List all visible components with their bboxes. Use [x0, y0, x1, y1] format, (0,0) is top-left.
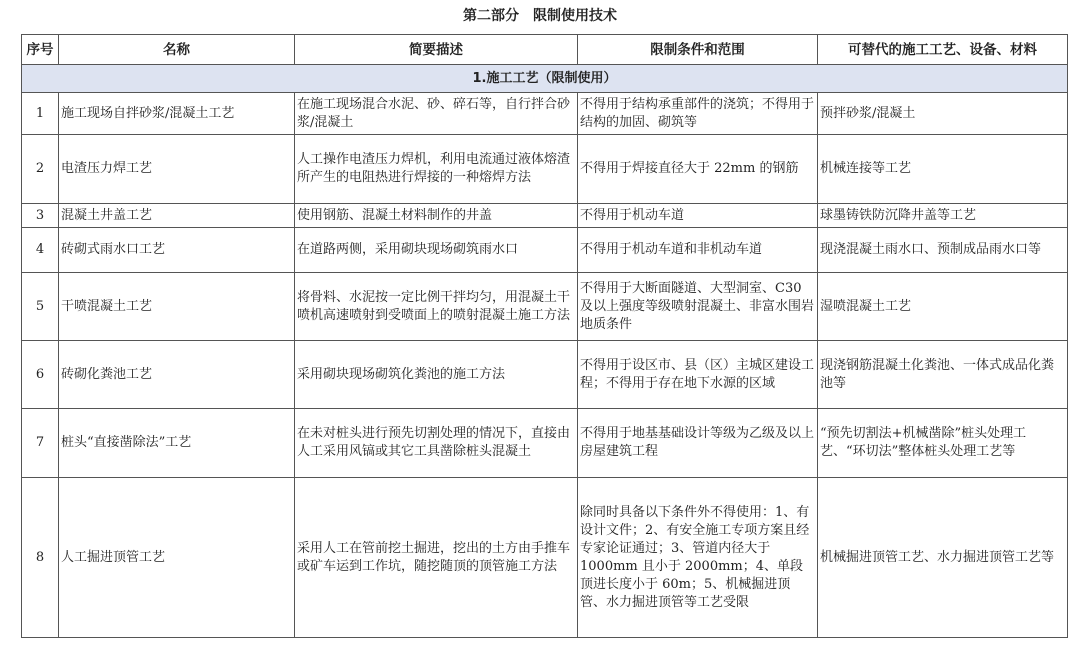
table-row [22, 341, 1068, 409]
table-row [22, 478, 1068, 638]
section-title: 1.施工工艺（限制使用） [22, 65, 1068, 93]
row-name: 施工现场自拌砂浆/混凝土工艺 [59, 93, 295, 135]
row-name: 人工掘进顶管工艺 [59, 478, 295, 638]
table-row [22, 135, 1068, 204]
table-row [22, 204, 1068, 228]
row-limit: 不得用于结构承重部件的浇筑；不得用于结构的加固、砌筑等 [578, 93, 818, 135]
row-desc: 人工操作电渣压力焊机，利用电流通过液体熔渣所产生的电阻热进行焊接的一种熔焊方法 [295, 135, 578, 204]
header-alt: 可替代的施工工艺、设备、材料 [818, 35, 1068, 65]
row-alt: 现浇混凝土雨水口、预制成品雨水口等 [818, 228, 1068, 273]
row-alt: 球墨铸铁防沉降井盖等工艺 [818, 204, 1068, 228]
row-no: 5 [22, 273, 59, 341]
header-limit: 限制条件和范围 [578, 35, 818, 65]
row-no: 3 [22, 204, 59, 228]
page-title: 第二部分 限制使用技术 [463, 8, 617, 24]
row-limit: 不得用于地基基础设计等级为乙级及以上房屋建筑工程 [578, 409, 818, 478]
row-alt: 现浇钢筋混凝土化粪池、一体式成品化粪池等 [818, 341, 1068, 409]
row-name: 干喷混凝土工艺 [59, 273, 295, 341]
table-row [22, 93, 1068, 135]
row-limit: 不得用于设区市、县（区）主城区建设工程；不得用于存在地下水源的区域 [578, 341, 818, 409]
row-alt: 机械掘进顶管工艺、水力掘进顶管工艺等 [818, 478, 1068, 638]
row-name: 混凝土井盖工艺 [59, 204, 295, 228]
row-no: 7 [22, 409, 59, 478]
header-name: 名称 [59, 35, 295, 65]
row-limit: 除同时具备以下条件外不得使用：1、有设计文件；2、有安全施工专项方案且经专家论证通过；3、管道内径大于 1000mm 且小于 2000mm；4、单段顶进长度小于 60m；5、机械掘进顶管、水力掘进顶管等工艺受限 [578, 478, 818, 638]
row-no: 6 [22, 341, 59, 409]
header-row [22, 35, 1068, 65]
table-row [22, 273, 1068, 341]
row-desc: 在未对桩头进行预先切割处理的情况下，直接由人工采用风镐或其它工具凿除桩头混凝土 [295, 409, 578, 478]
row-no: 4 [22, 228, 59, 273]
row-desc: 将骨料、水泥按一定比例干拌均匀，用混凝土干喷机高速喷射到受喷面上的喷射混凝土施工方法 [295, 273, 578, 341]
row-alt: 机械连接等工艺 [818, 135, 1068, 204]
section-row [22, 65, 1068, 93]
row-limit: 不得用于焊接直径大于 22mm 的钢筋 [578, 135, 818, 204]
row-name: 电渣压力焊工艺 [59, 135, 295, 204]
row-alt: 预拌砂浆/混凝土 [818, 93, 1068, 135]
row-alt: 湿喷混凝土工艺 [818, 273, 1068, 341]
table-row [22, 228, 1068, 273]
row-desc: 在道路两侧，采用砌块现场砌筑雨水口 [295, 228, 578, 273]
row-alt: “预先切割法+机械凿除”桩头处理工艺、“环切法”整体桩头处理工艺等 [818, 409, 1068, 478]
row-desc: 使用钢筋、混凝土材料制作的井盖 [295, 204, 578, 228]
row-limit: 不得用于机动车道 [578, 204, 818, 228]
row-desc: 采用砌块现场砌筑化粪池的施工方法 [295, 341, 578, 409]
row-desc: 采用人工在管前挖土掘进，挖出的土方由手推车或矿车运到工作坑，随挖随顶的顶管施工方法 [295, 478, 578, 638]
row-no: 2 [22, 135, 59, 204]
row-name: 砖砌化粪池工艺 [59, 341, 295, 409]
row-desc: 在施工现场混合水泥、砂、碎石等，自行拌合砂浆/混凝土 [295, 93, 578, 135]
row-no: 1 [22, 93, 59, 135]
row-no: 8 [22, 478, 59, 638]
row-limit: 不得用于机动车道和非机动车道 [578, 228, 818, 273]
restricted-tech-table [21, 34, 1068, 638]
row-name: 砖砌式雨水口工艺 [59, 228, 295, 273]
header-desc: 简要描述 [295, 35, 578, 65]
row-limit: 不得用于大断面隧道、大型洞室、C30 及以上强度等级喷射混凝土、非富水围岩地质条件 [578, 273, 818, 341]
row-name: 桩头“直接凿除法”工艺 [59, 409, 295, 478]
header-no: 序号 [22, 35, 59, 65]
table-row [22, 409, 1068, 478]
